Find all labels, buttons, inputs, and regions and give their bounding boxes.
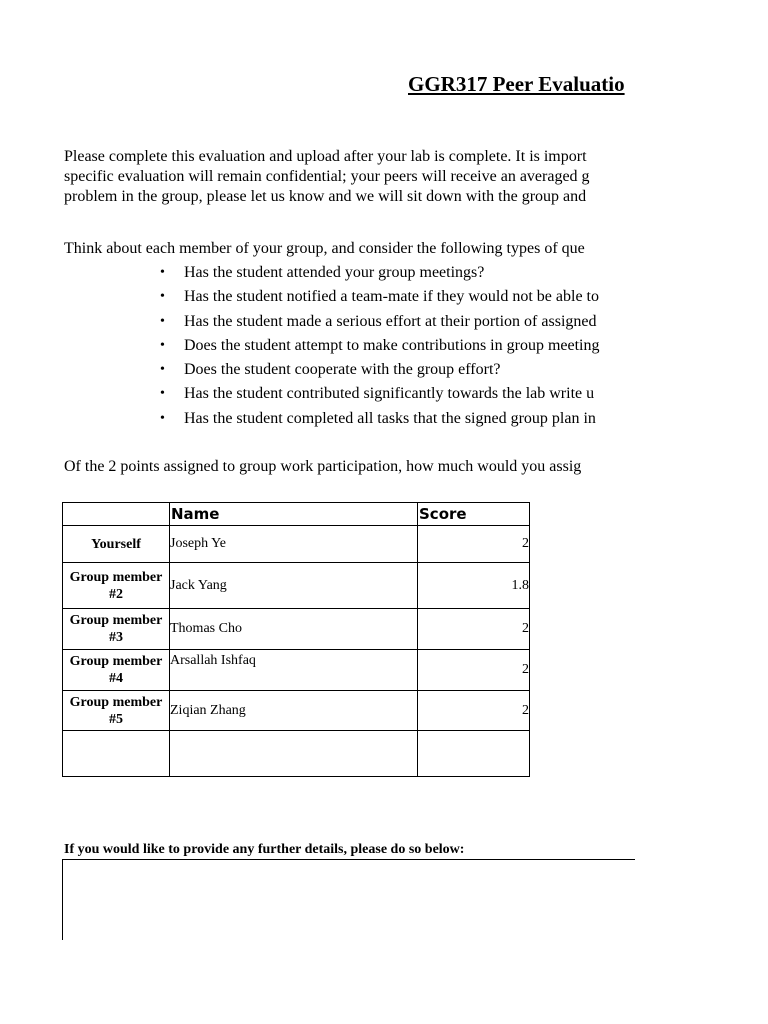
paragraph-line: problem in the group, please let us know and we will sit down with the group and	[64, 188, 587, 205]
table-row	[63, 731, 530, 777]
bullet-icon: •	[160, 313, 165, 329]
instructions-paragraph	[64, 147, 635, 207]
header-label	[63, 503, 170, 526]
table-row	[63, 563, 530, 609]
bullet-icon: •	[160, 337, 165, 353]
table-row	[63, 609, 530, 650]
score-question: Of the 2 points assigned to group work participation, how much would you assig	[64, 458, 582, 475]
name-cell[interactable]: Joseph Ye	[170, 526, 418, 563]
name-cell[interactable]	[170, 731, 418, 777]
list-item: • Has the student made a serious effort at their portion of assigned	[160, 311, 599, 335]
score-cell[interactable]	[418, 731, 530, 777]
score-cell[interactable]: 2	[418, 650, 530, 691]
row-label: Yourself	[63, 526, 170, 563]
score-cell[interactable]: 2	[418, 526, 530, 563]
list-item: • Does the student attempt to make contributions in group meeting	[160, 335, 599, 359]
row-label: Group member #2	[63, 563, 170, 609]
name-cell[interactable]: Jack Yang	[170, 563, 418, 609]
paragraph-line: Please complete this evaluation and upload after your lab is complete. It is import	[64, 148, 587, 165]
question-list	[160, 262, 599, 432]
list-item: • Has the student notified a team-mate if they would not be able to	[160, 286, 599, 310]
name-cell[interactable]: Thomas Cho	[170, 609, 418, 650]
score-cell[interactable]: 2	[418, 609, 530, 650]
details-textbox[interactable]	[62, 859, 635, 940]
name-cell[interactable]: Arsallah Ishfaq	[170, 650, 418, 691]
details-label: If you would like to provide any further details, please do so below:	[64, 842, 465, 857]
bullet-icon: •	[160, 362, 165, 378]
list-item: • Has the student contributed significantly towards the lab write u	[160, 383, 599, 407]
list-item: • Has the student attended your group meetings?	[160, 262, 599, 286]
table-row	[63, 526, 530, 563]
table-row	[63, 691, 530, 731]
row-label: Group member #3	[63, 609, 170, 650]
table-header-row	[63, 503, 530, 526]
bullet-icon: •	[160, 265, 165, 280]
paragraph-line: specific evaluation will remain confidential; your peers will receive an averaged g	[64, 168, 590, 185]
page-title: GGR317 Peer Evaluatio	[408, 72, 625, 96]
bullet-icon: •	[160, 386, 165, 402]
bullet-icon: •	[160, 289, 165, 305]
bullet-icon: •	[160, 410, 165, 426]
table-row	[63, 650, 530, 691]
header-name: Name	[170, 503, 418, 526]
score-cell[interactable]: 1.8	[418, 563, 530, 609]
row-label: Group member #4	[63, 650, 170, 691]
header-score: Score	[418, 503, 530, 526]
name-cell[interactable]: Ziqian Zhang	[170, 691, 418, 731]
list-item: • Has the student completed all tasks that the signed group plan in	[160, 408, 599, 432]
list-item: • Does the student cooperate with the group effort?	[160, 359, 599, 383]
row-label: Group member #5	[63, 691, 170, 731]
row-label	[63, 731, 170, 777]
intro-text: Think about each member of your group, and consider the following types of que	[64, 240, 585, 257]
score-cell[interactable]: 2	[418, 691, 530, 731]
score-table	[62, 502, 530, 777]
